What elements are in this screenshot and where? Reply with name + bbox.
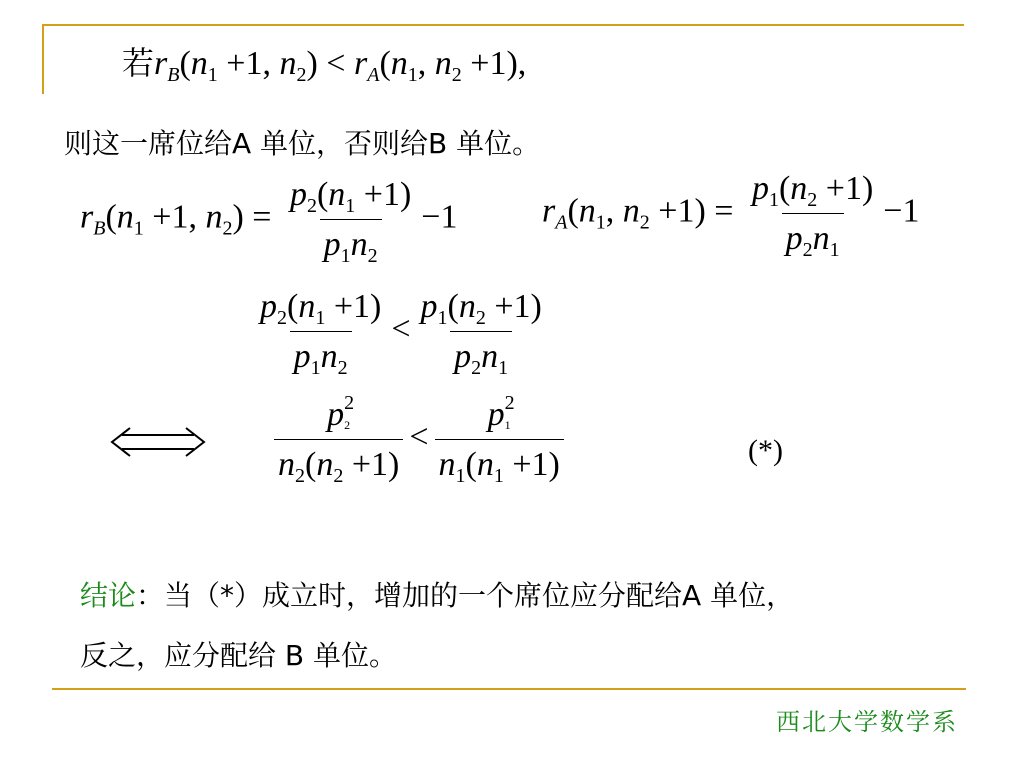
bottom-rule (52, 688, 966, 690)
ra-definition: $r_A(n_1$, $n_2 +1$) = $\frac{p_1(n_2 +1)}{p_2n_1}$ −1 (542, 170, 920, 262)
conclusion-line-2: 反之，应分配给 B 单位。 (80, 639, 398, 672)
rule-statement: 则这一席位给A 单位，否则给B 单位。 (64, 127, 541, 160)
condition-formula: 若$r_B(n_1 +1$, $n_2) < r_A(n_1$, $n_2 +1$), (122, 44, 527, 86)
rb-fraction: $\frac{p_2(n_1 +1)}{p_1n_2}$ (289, 176, 412, 268)
footer-institution: 西北大学数学系 (776, 708, 958, 736)
conclusion-line-1 (80, 574, 794, 614)
top-rule (42, 24, 964, 26)
rb-definition: $r_B(n_1 +1$, $n_2$) = $\frac{p_2(n_1 +1)}{p_1n_2}$ −1 (80, 176, 458, 268)
ra-fraction: $\frac{p_1(n_2 +1)}{p_2n_1}$ (751, 170, 874, 262)
condition-prefix: 若 (122, 44, 155, 82)
double-arrow-icon (108, 424, 208, 460)
inequality-1: $\frac{p_2(n_1 +1)}{p_1n_2}$ < $\frac{p_1(n_2 +1)}{p_2n_1}$ (260, 288, 542, 380)
equation-tag: (*) (748, 434, 783, 467)
left-rule (42, 24, 44, 94)
conclusion-label: 结论 (80, 579, 137, 612)
conclusion-text-1: ：当（*）成立时，增加的一个席位应分配给A 单位， (136, 579, 795, 612)
inequality-2: $\frac{p^2_2}{n_2(n_2 +1)}$ < $\frac{p^2_1}{n_1(n_1 +1)}$ (268, 396, 570, 484)
